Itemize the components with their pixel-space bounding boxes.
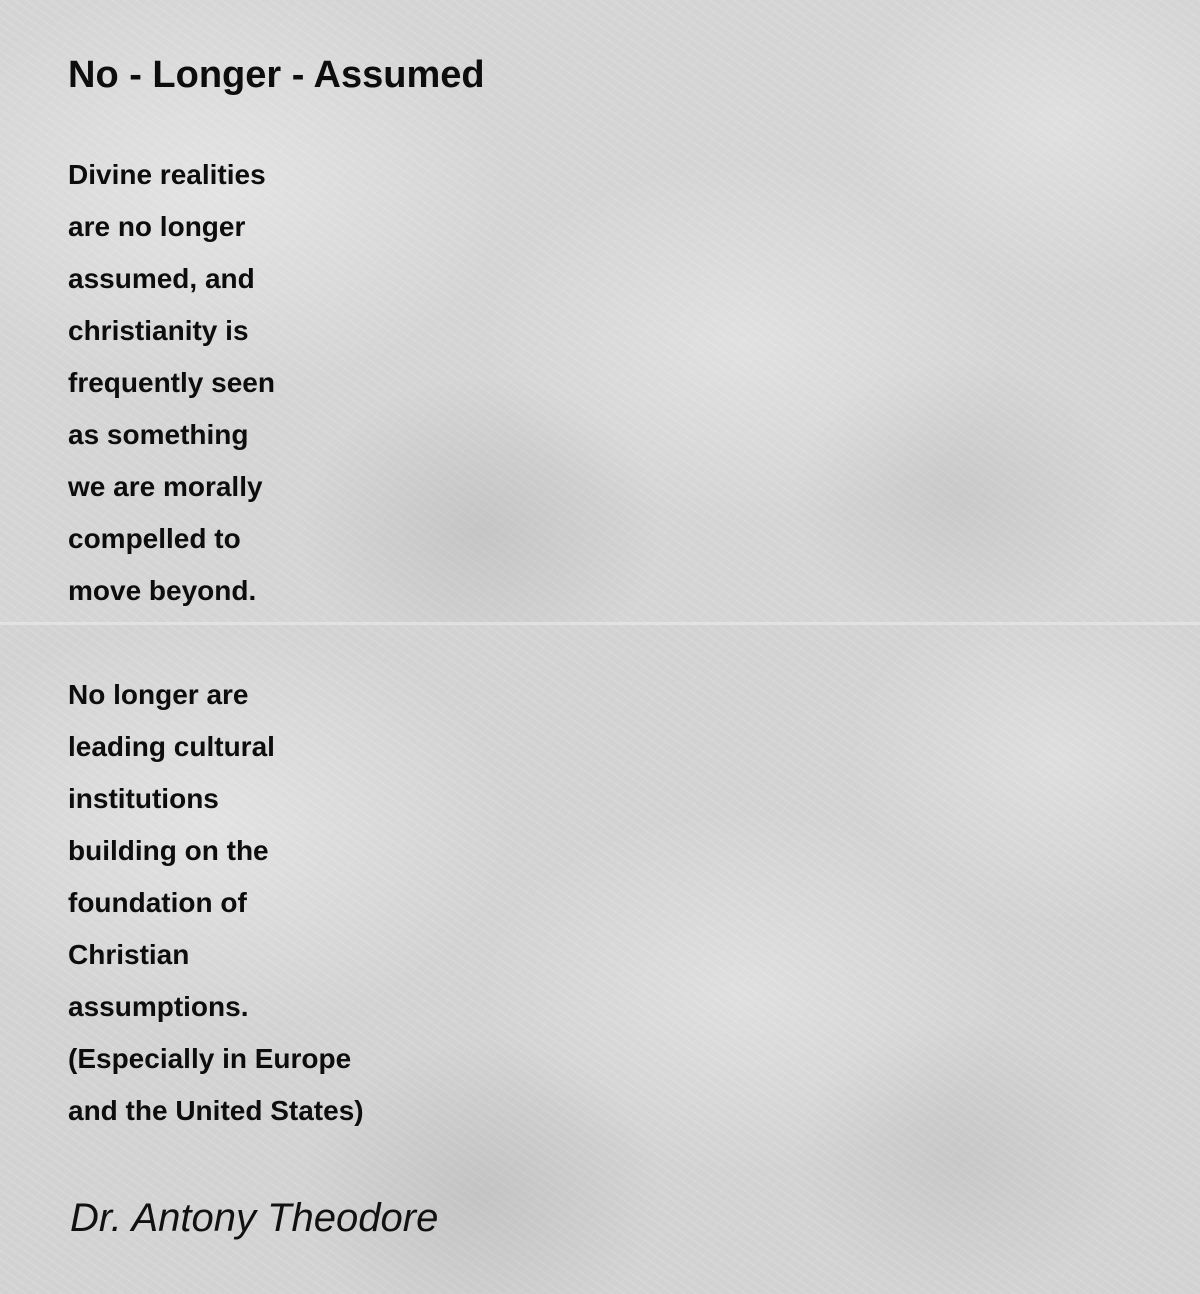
stanza-2: [68, 676, 364, 1144]
poem-line: building on the: [68, 835, 269, 866]
poem-line: as something: [68, 419, 249, 450]
poem-line: (Especially in Europe: [68, 1043, 352, 1074]
poem-line: we are morally: [68, 471, 263, 502]
stanza-1: [68, 156, 275, 624]
poem-author: Dr. Antony Theodore: [70, 1196, 439, 1240]
poem-line: institutions: [68, 783, 219, 814]
poem-line: foundation of: [68, 887, 247, 918]
poem-line: move beyond.: [68, 575, 257, 606]
poem-line: leading cultural: [68, 731, 275, 762]
poem-line: assumed, and: [68, 263, 255, 294]
poem-line: christianity is: [68, 315, 249, 346]
poem-line: No longer are: [68, 679, 249, 710]
poem-line: assumptions.: [68, 991, 249, 1022]
poem-line: are no longer: [68, 211, 246, 242]
poem-line: compelled to: [68, 523, 241, 554]
poem-line: Christian: [68, 939, 190, 970]
poem-line: Divine realities: [68, 159, 266, 190]
poem-title: No - Longer - Assumed: [68, 54, 485, 96]
poem-line: and the United States): [68, 1095, 364, 1126]
poem-line: frequently seen: [68, 367, 275, 398]
